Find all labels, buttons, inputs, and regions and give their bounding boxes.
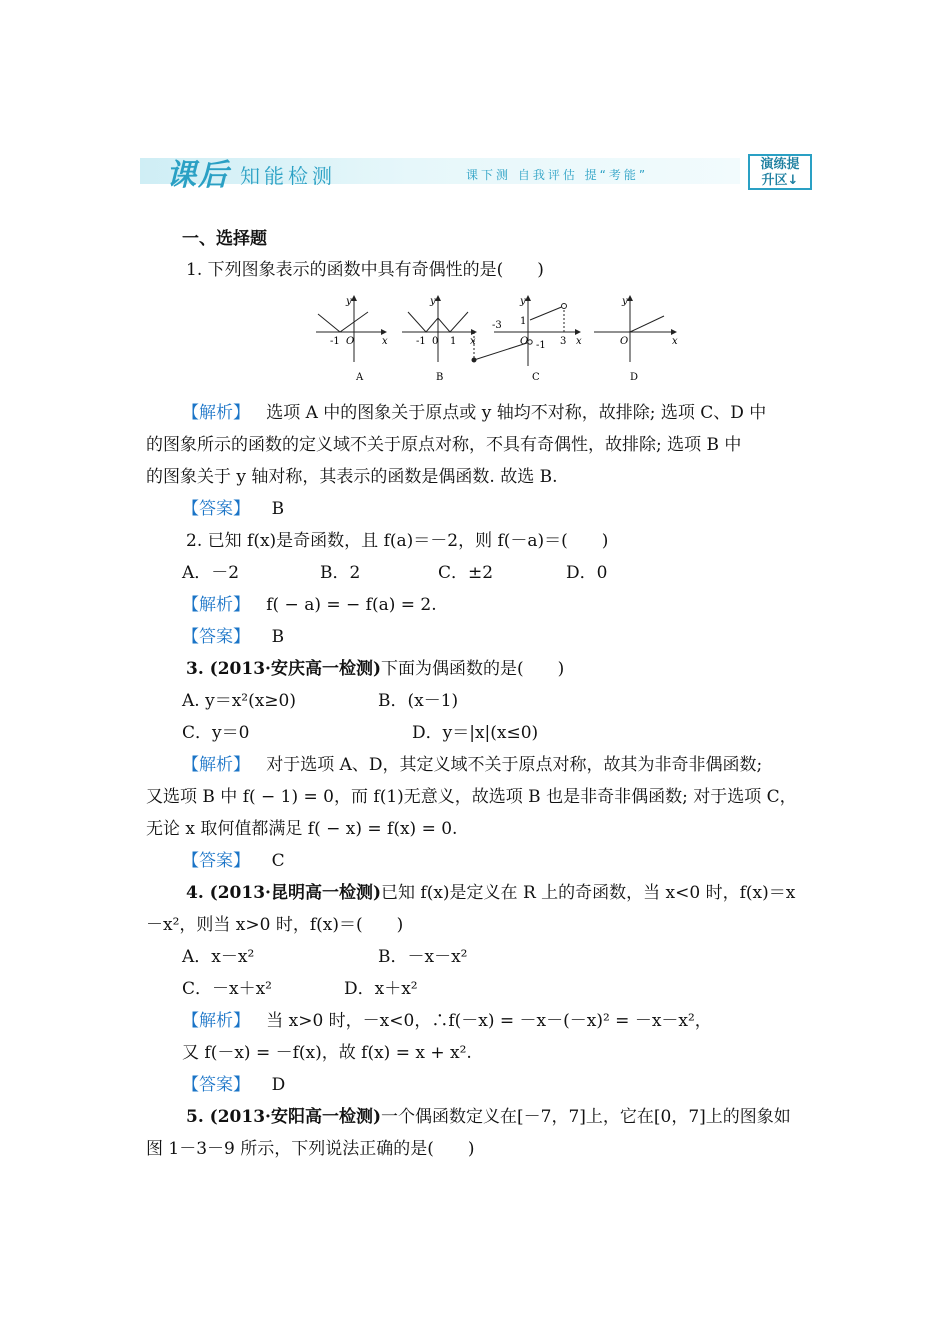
graph-a-curve [318,312,368,332]
q1-analysis-line3: 的图象关于 y 轴对称，其表示的函数是偶函数. 故选 B. [146,467,558,487]
graph-a-x-label: x [382,336,388,347]
q4-source: 4. (2013·昆明高一检测) [186,883,381,903]
q1-figures [308,290,688,390]
q3-option-d: D．y＝|x|(x≤0) [412,723,539,743]
graph-d-caption: D [630,372,639,383]
q1-analysis-line1 [182,398,766,423]
graph-c-tick-1: 1 [520,316,527,327]
q3-answer-value: C [271,851,285,871]
q3-option-c: C．y＝0 [182,723,250,743]
q2-option-d: D．0 [566,563,608,583]
banner-title-big: 课后 [166,158,230,193]
graph-d [594,296,676,362]
section-title: 一、选择题 [182,229,267,249]
q4-stem-line2: －x²，则当 x>0 时，f(x)＝( ) [146,915,404,935]
q2-analysis [182,590,437,615]
graph-a-origin: O [346,336,355,347]
practice-zone-button-line2: 升区↓ [761,173,799,188]
graph-c-tick-neg1: -1 [536,340,546,351]
q4-answer-value: D [271,1075,286,1095]
q2-option-a: A．－2 [182,563,240,583]
q5-stem-line2: 图 1－3－9 所示，下列说法正确的是( ) [146,1139,475,1159]
q5-source: 5. (2013·安阳高一检测) [186,1107,381,1127]
q3-stem [186,654,564,679]
q3-answer [182,846,285,871]
graph-a-y-label: y [346,296,352,307]
q1-analysis-line2: 的图象所示的函数的定义域不关于原点对称，不具有奇偶性，故排除; 选项 B 中 [146,435,742,455]
q3-stem-text: 下面为偶函数的是( ) [381,659,565,679]
q1-graphs [308,290,688,390]
graph-d-y-label: y [622,296,628,307]
q4-answer-tag: 【答案】 [182,1075,250,1095]
graph-c [474,296,580,366]
graph-b [402,296,476,362]
q2-stem: 2. 已知 f(x)是奇函数，且 f(a)＝－2，则 f(－a)＝( ) [186,531,609,551]
q3-analysis-line1 [182,750,762,775]
practice-zone-button[interactable] [748,154,812,190]
graph-c-tick-neg3: -3 [492,320,502,331]
q1-answer-tag: 【答案】 [182,499,250,519]
q5-stem-text: 一个偶函数定义在[－7，7]上，它在[0，7]上的图象如 [381,1107,791,1127]
graph-c-origin: O [520,336,529,347]
graph-b-y-label: y [430,296,436,307]
graph-c-open-point [562,304,567,309]
graph-a-caption: A [356,372,364,383]
graph-c-tick-3: 3 [560,336,567,347]
q4-option-a: A．x－x² [182,947,255,967]
graph-c-x-label: x [576,336,582,347]
q2-analysis-text: f( − a) = − f(a) = 2. [266,595,437,615]
q3-source: 3. (2013·安庆高一检测) [186,659,381,679]
q4-option-b: B．－x－x² [378,947,468,967]
graph-c-caption: C [532,372,540,383]
q4-analysis-line2: 又 f(－x) = －f(x)，故 f(x) = x + x². [182,1043,472,1063]
q4-answer [182,1070,285,1095]
q3-option-b: B．(x－1) [378,691,459,711]
q5-stem-line1 [186,1102,791,1127]
graph-c-open-point-2 [528,340,532,344]
banner-slogan: 课下测 自我评估 提“考能” [466,168,649,182]
q3-option-a: A. y＝x²(x≥0) [182,691,297,711]
q2-option-c: C．±2 [438,563,494,583]
q2-answer-value: B [271,627,285,647]
q4-option-d: D．x＋x² [344,979,418,999]
section-banner [140,148,816,192]
graph-a-tick-neg1: -1 [330,336,340,347]
practice-zone-button-line1: 演练提 [760,157,800,172]
graph-b-tick-neg1: -1 [416,336,426,347]
graph-c-closed-point [472,358,477,363]
graph-b-x-label: x [470,336,476,347]
q3-answer-tag: 【答案】 [182,851,250,871]
q2-answer-tag: 【答案】 [182,627,250,647]
q3-analysis-tag: 【解析】 [182,755,250,775]
graph-b-tick-1: 1 [450,336,457,347]
graph-c-y-label: y [520,296,526,307]
q1-answer [182,494,284,519]
graph-d-origin: O [620,336,629,347]
graph-b-caption: B [436,372,444,383]
q4-analysis-text1: 当 x>0 时，－x<0，∴f(－x) = －x－(－x)² = －x－x²， [266,1011,712,1031]
q1-stem: 1. 下列图象表示的函数中具有奇偶性的是( ) [186,260,544,280]
q2-answer [182,622,284,647]
q3-analysis-line3: 无论 x 取何值都满足 f( − x) = f(x) = 0. [146,819,458,839]
banner-title-small: 知能检测 [240,164,336,188]
q4-analysis-line1 [182,1006,712,1031]
q4-stem-line1 [186,878,795,903]
q1-analysis-tag: 【解析】 [182,403,250,423]
q3-analysis-line2: 又选项 B 中 f( − 1) = 0，而 f(1)无意义，故选项 B 也是非奇非偶函数; 对于选项 C， [146,787,797,807]
banner-strip [140,158,740,184]
q1-answer-value: B [271,499,285,519]
graph-c-upper-segment [530,306,564,320]
q4-stem-text: 已知 f(x)是定义在 R 上的奇函数，当 x<0 时，f(x)＝x [381,883,796,903]
q4-option-c: C．－x＋x² [182,979,272,999]
q4-analysis-tag: 【解析】 [182,1011,250,1031]
q1-analysis-text1: 选项 A 中的图象关于原点或 y 轴均不对称，故排除; 选项 C、D 中 [266,403,767,423]
graph-d-x-label: x [672,336,678,347]
q3-analysis-text1: 对于选项 A、D，其定义域不关于原点对称，故其为非奇非偶函数; [266,755,763,775]
graph-b-tick-0: 0 [432,336,439,347]
q2-option-b: B．2 [320,563,361,583]
q2-analysis-tag: 【解析】 [182,595,250,615]
graph-d-ray [630,316,664,332]
